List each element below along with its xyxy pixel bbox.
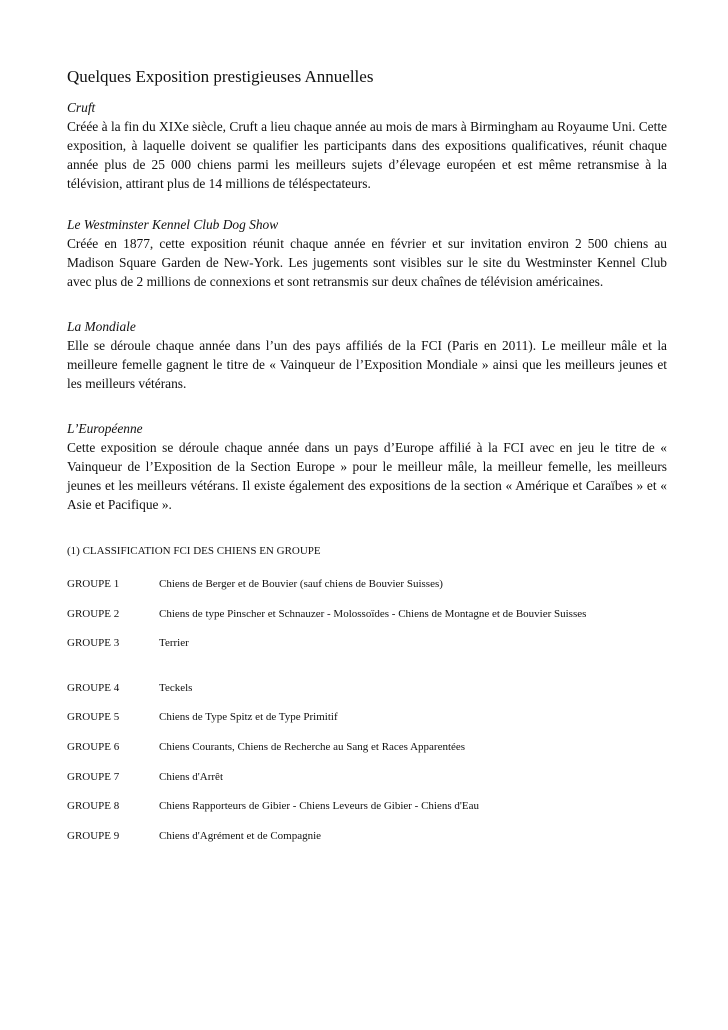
group-row: [67, 770, 667, 800]
group-row: [67, 636, 667, 681]
section-body: Créée à la fin du XIXe siècle, Cruft a lieu chaque année au mois de mars à Birmingham au Royaume Uni. Cette exposition, à laquelle doivent se qualifier les participants dans des expositions qualificatives, réunit chaque année plus de 25 000 chiens parmi les meilleurs sujets d’élevage européen et est même retransmise à la télévision, attirant plus de 14 millions de téléspectateurs.: [67, 119, 667, 191]
section-europeenne: [67, 419, 667, 514]
section-cruft: [67, 98, 667, 193]
group-description: Terrier: [159, 637, 189, 650]
group-label: GROUPE 1: [67, 578, 120, 590]
group-description: Chiens d'Arrêt: [159, 770, 223, 783]
document-title: Quelques Exposition prestigieuses Annuelles: [67, 67, 374, 86]
group-row: [67, 710, 667, 740]
group-label: GROUPE 8: [67, 800, 120, 813]
group-row: [67, 829, 667, 859]
document-page: [67, 66, 667, 858]
group-row: [67, 740, 667, 770]
section-title: Le Westminster Kennel Club Dog Show: [67, 217, 279, 232]
group-description: Teckels: [159, 681, 193, 694]
group-row: [67, 681, 667, 711]
section-title: Cruft: [67, 100, 96, 115]
section-body: Créée en 1877, cette exposition réunit chaque année en février et sur invitation environ 2 500 chiens au Madison Square Garden de New-York. Les jugements sont visibles sur le site du Westminster Kennel Club avec plus de 2 millions de connexions et sont retransmis sur deux chaînes de télévision américaines.: [67, 236, 667, 289]
group-description: Chiens de Type Spitz et de Type Primitif: [159, 711, 338, 724]
group-row: [67, 607, 667, 637]
group-list: [67, 577, 667, 858]
group-description: Chiens Rapporteurs de Gibier - Chiens Leveurs de Gibier - Chiens d'Eau: [159, 800, 479, 813]
classification-title: (1) CLASSIFICATION FCI DES CHIENS EN GROUPE: [67, 545, 321, 557]
group-label: GROUPE 6: [67, 740, 120, 753]
group-label: GROUPE 5: [67, 711, 120, 724]
group-label: GROUPE 2: [67, 607, 120, 620]
group-label: GROUPE 3: [67, 637, 120, 650]
section-body: Cette exposition se déroule chaque année dans un pays d’Europe affilié à la FCI avec en jeu le titre de « Vainqueur de l’Exposition de la Section Europe » pour le meilleur mâle, la meilleur femelle, les meilleurs jeunes et les meilleurs vétérans. Il existe également des expositions de la section « Amérique et Caraïbes » et « Asie et Pacifique ».: [67, 440, 667, 512]
section-westminster: [67, 215, 667, 291]
section-mondiale: [67, 317, 667, 393]
group-label: GROUPE 9: [67, 829, 120, 842]
group-label: GROUPE 4: [67, 681, 120, 694]
group-row: [67, 577, 667, 607]
section-body: Elle se déroule chaque année dans l’un des pays affiliés de la FCI (Paris en 2011). Le meilleur mâle et la meilleure femelle gagnent le titre de « Vainqueur de l’Exposition Mondiale » ainsi que les meilleurs jeunes et les meilleurs vétérans.: [67, 338, 667, 391]
group-description: Chiens de type Pinscher et Schnauzer - Molossoïdes - Chiens de Montagne et de Bouvier Suisses: [159, 607, 587, 620]
group-description: Chiens de Berger et de Bouvier (sauf chiens de Bouvier Suisses): [159, 578, 443, 590]
section-title: La Mondiale: [67, 319, 136, 334]
group-row: [67, 799, 667, 829]
group-label: GROUPE 7: [67, 770, 120, 783]
group-description: Chiens d'Agrément et de Compagnie: [159, 829, 322, 842]
group-description: Chiens Courants, Chiens de Recherche au Sang et Races Apparentées: [159, 740, 466, 753]
section-title: L’Européenne: [67, 421, 143, 436]
